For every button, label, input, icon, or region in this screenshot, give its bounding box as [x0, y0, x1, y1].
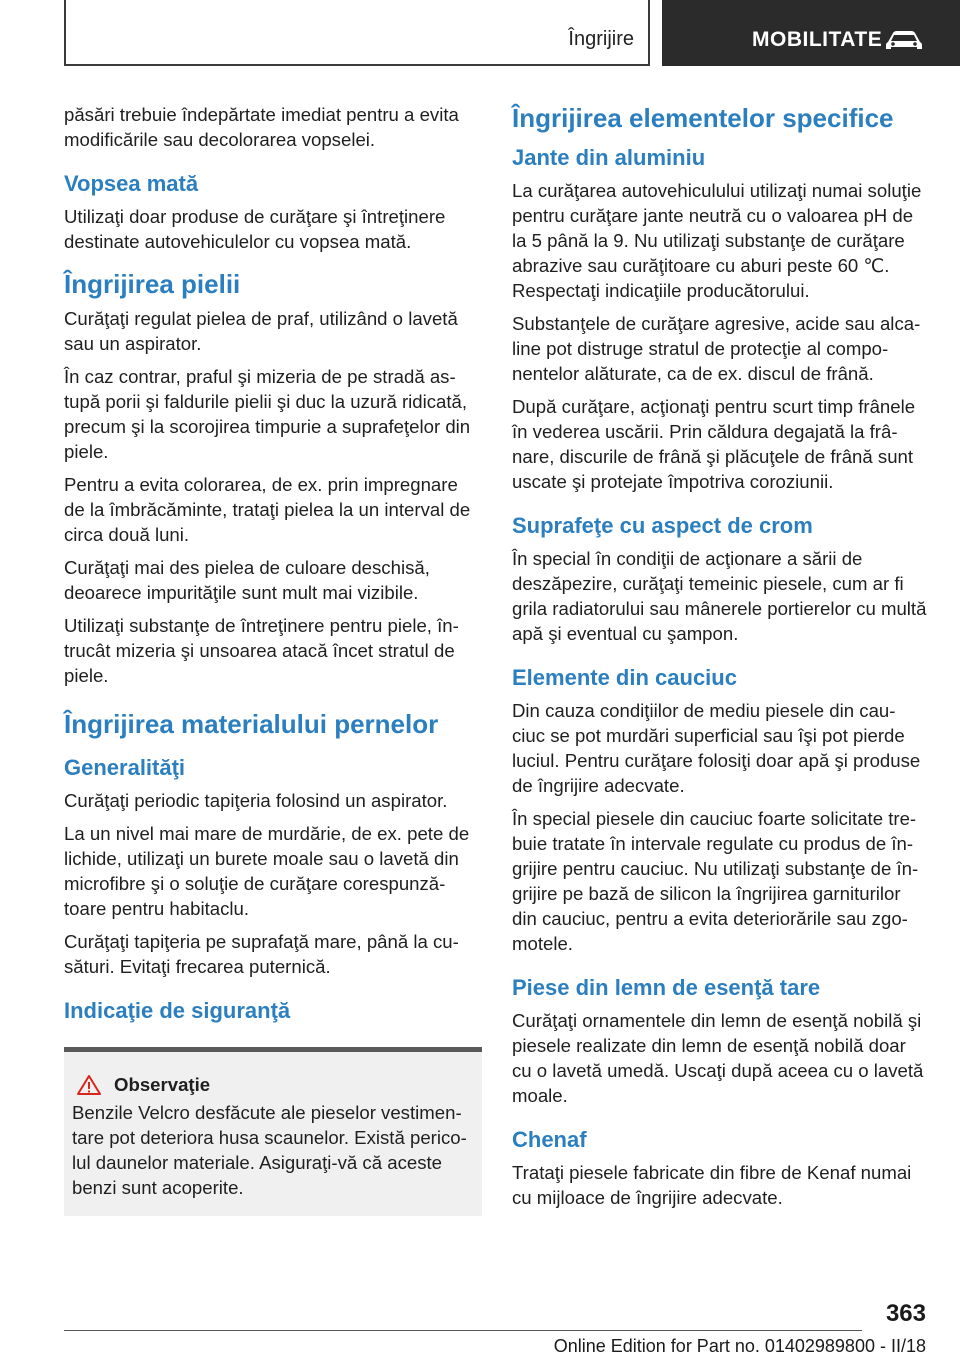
left-column — [64, 102, 482, 1216]
page-header — [0, 0, 960, 66]
notice-box — [64, 1047, 482, 1216]
notice-title: Observaţie — [114, 1074, 211, 1095]
paragraph: Trataţi piesele fabricate din fibre de Kenaf numai cu mijloace de îngrijire adecvate. — [512, 1162, 912, 1208]
paragraph: La curăţarea autovehiculului utilizaţi numai soluţie pentru curăţare jante neutră cu o valoarea pH de la 5 până la 9. Nu utilizaţi substanţe de curăţare abrazive sau curăţitoare cu aburi peste 60 ℃. Respectaţi indicaţiile producătorului. — [512, 180, 922, 301]
intro-paragraph: păsări trebuie îndepărtate imediat pentru a evita modificările sau decolorarea vopselei. — [64, 104, 459, 150]
heading-ingrijirea-pernelor: Îngrijirea materialului pernelor — [64, 709, 439, 739]
paragraph: În special în condiţii de acţionare a sării de deszăpezire, curăţaţi temeinic piesele, cum ar fi grila radiatorului sau mânerele portierelor cu multă apă şi eventual cu şampon. — [512, 548, 927, 644]
heading-piese-lemn: Piese din lemn de esenţă tare — [512, 975, 821, 1000]
heading-jante-aluminiu: Jante din aluminiu — [512, 145, 706, 170]
warning-icon — [76, 1074, 102, 1096]
header-section-title: Îngrijire — [568, 28, 634, 50]
paragraph: Curăţaţi ornamentele din lemn de esenţă nobilă şi piesele realizate din lemn de esenţă nobilă doar cu o lavetă umedă. Uscaţi după aceea cu o lavetă moale. — [512, 1010, 924, 1106]
heading-elemente-cauciuc: Elemente din cauciuc — [512, 665, 737, 690]
paragraph: În special piesele din cauciuc foarte solicitate tre‐ buie tratate în intervale regulate cu produs de în‐ grijire pentru cauciuc. Nu utilizaţi substanţe de în‐ grijire pe bază de silicon la îngrijirea garniturilor din cauciuc, pentru a evita deteriorările sau zgo‐ motele. — [512, 808, 919, 954]
paragraph: Curăţaţi periodic tapiţeria folosind un aspirator. — [64, 790, 448, 811]
heading-generalitati: Generalităţi — [64, 755, 186, 780]
page-number: 363 — [885, 1300, 926, 1327]
paragraph: În caz contrar, praful şi mizeria de pe stradă as‐ tupă porii şi faldurile pielii şi duc la uzură ridicată, precum şi la scorojirea timpurie a suprafeţelor din piele. — [64, 366, 471, 462]
paragraph: Utilizaţi substanţe de întreţinere pentru piele, în‐ trucât mizeria şi unsoarea atacă încet stratul de piele. — [64, 615, 459, 686]
paragraph: Curăţaţi tapiţeria pe suprafaţă mare, până la cu‐ sături. Evitaţi frecarea puternică. — [64, 931, 459, 977]
heading-ingrijirea-pielii: Îngrijirea pielii — [64, 269, 241, 299]
right-column — [512, 102, 930, 1218]
paragraph: Utilizaţi doar produse de curăţare şi întreţinere destinate autovehiculelor cu vopsea mată. — [64, 206, 446, 252]
notice-header — [72, 1074, 474, 1096]
header-chapter-title: MOBILITATE — [752, 28, 883, 51]
heading-indicatie-siguranta: Indicaţie de siguranţă — [64, 998, 291, 1023]
header-chapter-box — [662, 0, 960, 66]
heading-elemente-specifice: Îngrijirea elementelor specifice — [512, 103, 894, 133]
paragraph: Curăţaţi mai des pielea de culoare deschisă, deoarece impurităţile sunt mult mai vizibile. — [64, 557, 430, 603]
paragraph: Din cauza condiţiilor de mediu piesele din cau‐ ciuc se pot murdări superficial sau îşi pot pierde luciul. Pentru curăţare folosiţi doar apă şi produse de îngrijire adecvate. — [512, 700, 921, 796]
paragraph: Curăţaţi regulat pielea de praf, utilizând o lavetă sau un aspirator. — [64, 308, 458, 354]
heading-vopsea-mata: Vopsea mată — [64, 171, 199, 196]
paragraph: La un nivel mai mare de murdărie, de ex. pete de lichide, utilizaţi un burete moale sau o lavetă din microfibre şi o soluţie de curăţare corespunză‐ toare pentru habitaclu. — [64, 823, 470, 919]
paragraph: Substanţele de curăţare agresive, acide sau alca‐ line pot distruge stratul de protecţie al compo‐ nentelor alăturate, ca de ex. discul de frână. — [512, 313, 921, 384]
notice-text: Benzile Velcro desfăcute ale pieselor vestimen‐ tare pot deteriora husa scaunelor. Există perico‐ lul daunelor materiale. Asiguraţi-vă că aceste benzi sunt acoperite. — [72, 1102, 467, 1198]
header-section-box — [64, 0, 650, 66]
car-icon — [884, 28, 924, 52]
footer-edition: Online Edition for Part no. 01402989800 - II/18 — [553, 1336, 926, 1356]
paragraph: Pentru a evita colorarea, de ex. prin impregnare de la îmbrăcăminte, trataţi pielea la un interval de circa două luni. — [64, 474, 471, 545]
footer-divider — [64, 1330, 862, 1331]
heading-chenaf: Chenaf — [512, 1127, 587, 1152]
heading-suprafete-crom: Suprafeţe cu aspect de crom — [512, 513, 813, 538]
paragraph: După curăţare, acţionaţi pentru scurt timp frânele în vederea uscării. Prin căldura degajată la frâ‐ nare, discurile de frână şi plăcuţele de frână sunt uscate şi protejate împotriva coroziunii. — [512, 396, 916, 492]
